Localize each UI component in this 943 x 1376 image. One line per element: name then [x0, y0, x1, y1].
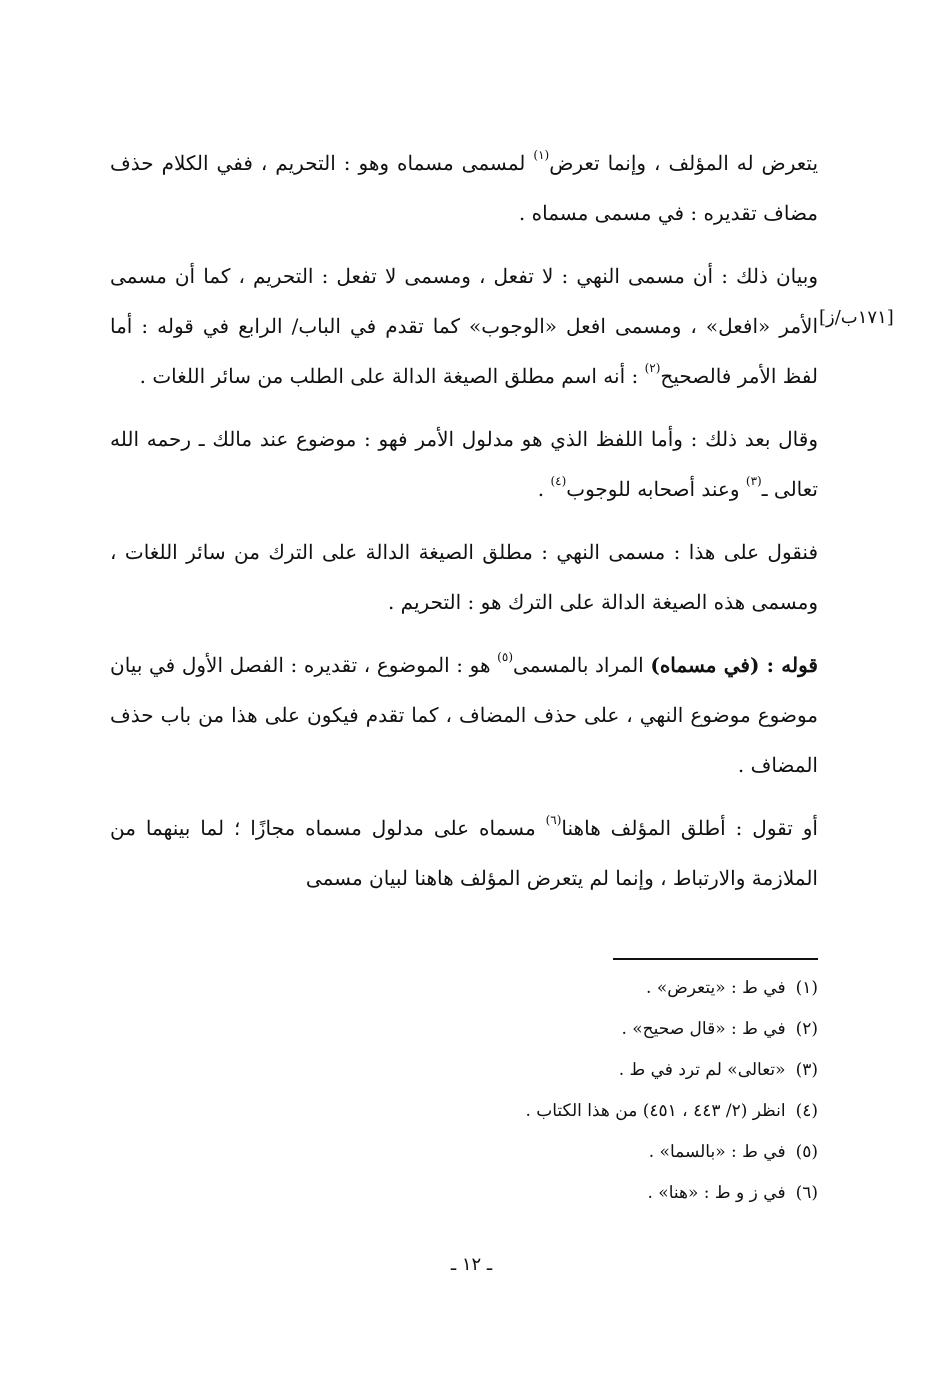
- footnote-marker-4: (٤): [550, 474, 567, 489]
- text-segment: : أنه اسم مطلق الصيغة الدالة على الطلب من سائر اللغات .: [139, 364, 645, 388]
- paragraph-2: [110, 251, 818, 401]
- text-segment: وعند أصحابه للوجوب: [566, 477, 746, 501]
- footnote-marker-1: (١): [533, 148, 550, 163]
- footnote-marker-6: (٦): [545, 813, 562, 828]
- text-segment: وبيان ذلك : أن مسمى النهي : لا تفعل ، ومسمى لا تفعل : التحريم ، كما أن مسمى الأمر «افعل» ، ومسمى افعل «الوجوب» كما تقدم في الباب/ الرابع في قوله : أما لفظ الأمر فالصحيح: [110, 264, 818, 388]
- paragraph-5: [110, 640, 818, 790]
- margin-manuscript-reference: [١٧١ب/ز]: [819, 307, 894, 328]
- footnote-text: انظر (٢/ ٤٤٣ ، ٤٥١) من هذا الكتاب .: [525, 1101, 786, 1121]
- footnote-number: (٥): [795, 1142, 818, 1162]
- page-number: ـ ١٢ ـ: [450, 1254, 493, 1275]
- paragraph-4: [110, 527, 818, 627]
- footnote-text: في ز و ط : «هنا» .: [647, 1183, 786, 1203]
- text-segment: وقال بعد ذلك : وأما اللفظ الذي هو مدلول الأمر فهو : موضوع عند مالك ـ رحمه الله تعالى ـ: [110, 427, 818, 501]
- footnote-item: [110, 1091, 818, 1132]
- footnotes-list: [110, 968, 818, 1214]
- paragraph-lead: قوله : (في مسماه): [650, 653, 818, 677]
- footnote-text: في ط : «بالسما» .: [648, 1142, 786, 1162]
- text-segment: المراد بالمسمى: [513, 653, 651, 677]
- text-segment: هو : الموضوع ، تقديره : الفصل الأول في بيان موضوع موضوع النهي ، على حذف المضاف ، كما تقدم فيكون على هذا من باب حذف المضاف .: [110, 653, 818, 777]
- footnote-text: «تعالى» لم ترد في ط .: [618, 1060, 786, 1080]
- footnote-number: (٢): [795, 1019, 818, 1039]
- footnote-number: (٤): [795, 1101, 818, 1121]
- footnote-text: في ط : «يتعرض» .: [646, 978, 786, 998]
- footnote-item: [110, 1132, 818, 1173]
- footnote-item: [110, 1050, 818, 1091]
- footnote-item: [110, 1173, 818, 1214]
- text-segment: يتعرض له المؤلف ، وإنما تعرض: [549, 151, 819, 175]
- paragraph-6: [110, 803, 818, 903]
- footnote-marker-2: (٢): [644, 361, 661, 376]
- footnote-item: [110, 1009, 818, 1050]
- footnote-marker-5: (٥): [497, 650, 513, 665]
- footnote-separator: [613, 958, 818, 960]
- footnote-number: (٣): [795, 1060, 818, 1080]
- text-segment: فنقول على هذا : مسمى النهي : مطلق الصيغة الدالة على الترك من سائر اللغات ، ومسمى هذه الصيغة الدالة على الترك هو : التحريم .: [110, 540, 818, 614]
- text-segment: لمسمى مسماه وهو : التحريم ، ففي الكلام حذف مضاف تقديره : في مسمى مسماه .: [110, 151, 818, 225]
- footnote-marker-3: (٣): [745, 474, 762, 489]
- text-segment: .: [537, 477, 551, 501]
- text-segment: مسماه على مدلول مسماه مجازًا ؛ لما بينهما من الملازمة والارتباط ، وإنما لم يتعرض المؤلف هاهنا لبيان مسمى: [110, 816, 818, 890]
- footnote-text: في ط : «قال صحيح» .: [621, 1019, 786, 1039]
- text-segment: أو تقول : أطلق المؤلف هاهنا: [561, 816, 818, 840]
- footnote-number: (١): [795, 978, 818, 998]
- main-text: [110, 138, 818, 916]
- footnote-item: [110, 968, 818, 1009]
- paragraph-3: [110, 414, 818, 514]
- paragraph-1: [110, 138, 818, 238]
- footnote-number: (٦): [795, 1183, 818, 1203]
